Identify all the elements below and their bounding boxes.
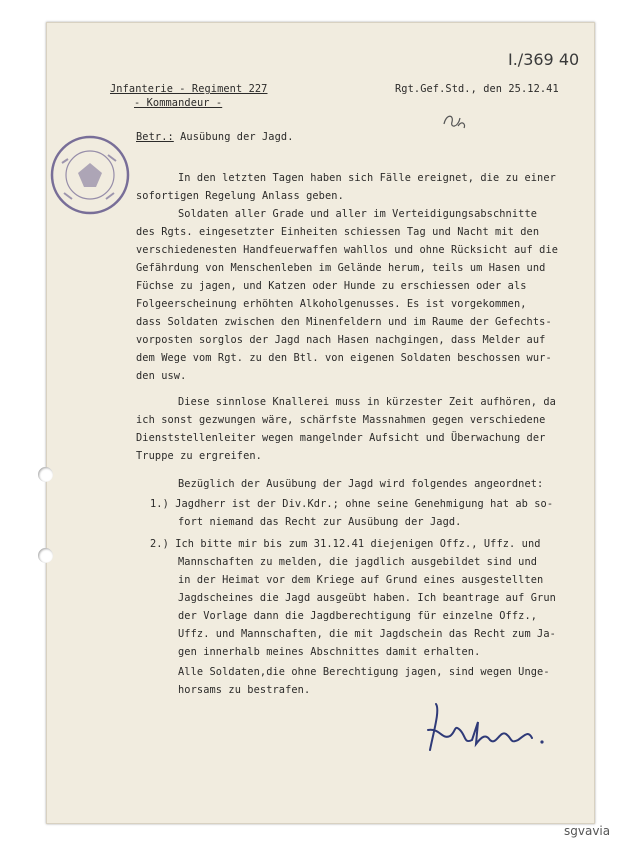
text-line: gen innerhalb meines Abschnittes damit erhalten. (178, 646, 481, 658)
text-line: Dienststellenleiter wegen mangelnder Aufsicht und Überwachung der (136, 432, 546, 444)
text-line: Truppe zu ergreifen. (136, 450, 262, 462)
subject-text: Ausübung der Jagd. (180, 131, 294, 143)
text-line: Gefährdung von Menschenleben im Gelände herum, teils um Hasen und (136, 262, 546, 274)
commander-signature (420, 700, 560, 760)
text-line: sofortigen Regelung Anlass geben. (136, 190, 344, 202)
initials-mark (440, 110, 470, 132)
text-line: verschiedenesten Handfeuerwaffen wahllos und ohne Rücksicht auf die (136, 244, 559, 256)
text-line: In den letzten Tagen haben sich Fälle ereignet, die zu einer (178, 172, 556, 184)
text-line: ich sonst gezwungen wäre, schärfste Massnahmen gegen verschiedene (136, 414, 546, 426)
text-line: des Rgts. eingesetzter Einheiten schiessen Tag und Nacht mit den (136, 226, 540, 238)
text-line: 1.) Jagdherr ist der Div.Kdr.; ohne seine Genehmigung hat ab so- (150, 498, 554, 510)
text-line: dem Wege vom Rgt. zu den Btl. von eigenen Soldaten beschossen wur- (136, 352, 552, 364)
text-line: Uffz. und Mannschaften, die mit Jagdschein das Recht zum Ja- (178, 628, 556, 640)
text-line: 2.) Ich bitte mir bis zum 31.12.41 diejenigen Offz., Uffz. und (150, 538, 541, 550)
regiment-stamp (48, 133, 132, 217)
text-line: in der Heimat vor dem Kriege auf Grund eines ausgestellten (178, 574, 544, 586)
text-line: Jagdscheines die Jagd ausgeübt haben. Ich beantrage auf Grun (178, 592, 556, 604)
text-line: den usw. (136, 370, 187, 382)
text-line: Füchse zu jagen, und Katzen oder Hunde zu erschiessen oder als (136, 280, 527, 292)
text-line: Alle Soldaten,die ohne Berechtigung jagen, sind wegen Unge- (178, 666, 550, 678)
watermark: sgvavia (564, 824, 611, 838)
text-line: Bezüglich der Ausübung der Jagd wird folgendes angeordnet: (178, 478, 544, 490)
header-place-date: Rgt.Gef.Std., den 25.12.41 (395, 83, 559, 95)
text-line: Diese sinnlose Knallerei muss in kürzester Zeit aufhören, da (178, 396, 556, 408)
text-line: vorposten sorglos der Jagd nach Hasen nachgingen, dass Melder auf (136, 334, 546, 346)
text-line: Mannschaften zu melden, die jagdlich ausgebildet sind und (178, 556, 538, 568)
punch-hole-top (38, 467, 53, 482)
text-line: horsams zu bestrafen. (178, 684, 311, 696)
text-line: dass Soldaten zwischen den Minenfeldern und im Raume der Gefechts- (136, 316, 552, 328)
text-line: der Vorlage dann die Jagdberechtigung für einzelne Offz., (178, 610, 538, 622)
punch-hole-bottom (38, 548, 53, 563)
text-line: Folgeerscheinung erhöhten Alkoholgenusses. Es ist vorgekommen, (136, 298, 527, 310)
text-line: Soldaten aller Grade und aller im Verteidigungsabschnitte (178, 208, 538, 220)
text-line: fort niemand das Recht zur Ausübung der Jagd. (178, 516, 462, 528)
header-unit: Jnfanterie - Regiment 227 (110, 83, 268, 95)
header-role: - Kommandeur - (134, 97, 223, 109)
subject-label: Betr.: (136, 131, 174, 143)
reference-number: I./369 40 (508, 50, 580, 69)
